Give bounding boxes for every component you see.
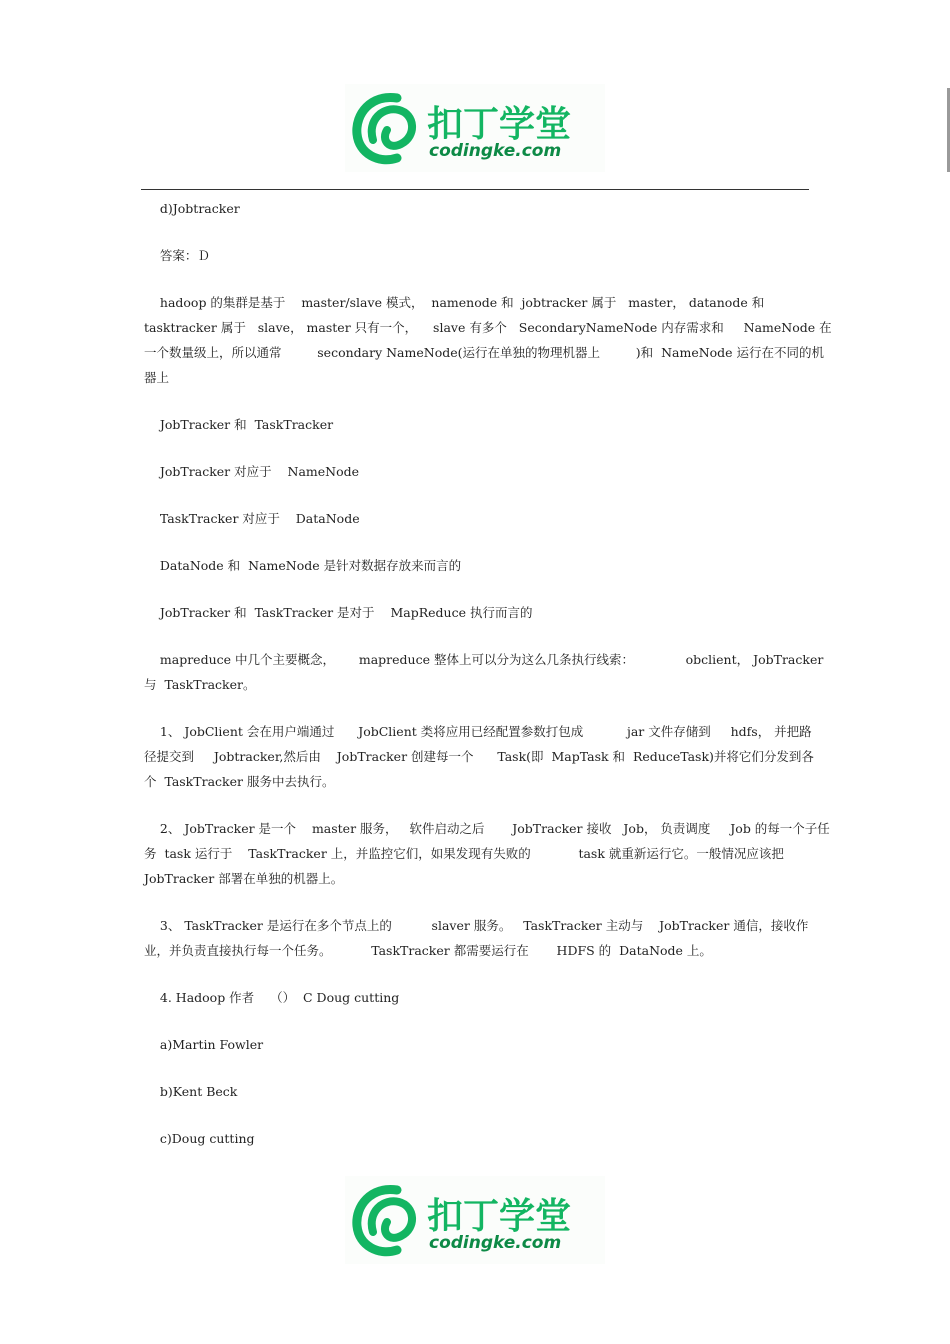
- header-rule: [141, 189, 809, 190]
- jobtracker-namenode-line: JobTracker 对应于 NameNode: [144, 464, 360, 479]
- logo-domain: codingke.com: [429, 141, 562, 161]
- question-4: 4. Hadoop 作者 （） C Doug cutting: [144, 990, 400, 1005]
- jobclient-paragraph: 1、 JobClient 会在用户端通过 JobClient 类将应用已经配置参数打包成 jar 文件存储到 hdfs， 并把路 径提交到 Jobtracker,然后由 JobTracker 创建每一个 Task(即 MapTask 和 ReduceTask)并将它们分发到各 个 TaskTracker 服务中去执行。: [144, 724, 814, 789]
- header-logo: [345, 84, 605, 172]
- jobtracker-tasktracker-line: JobTracker 和 TaskTracker: [144, 417, 334, 432]
- hadoop-cluster-paragraph: hadoop 的集群是基于 master/slave 模式， namenode 和 jobtracker 属于 master， datanode 和 tasktracker 属于 slave， master 只有一个， slave 有多个 SecondaryNameNode 内存需求和 NameNode 在 一个数量级上，所以通常 secondary NameNode(运行在单独的物理机器上 )和 NameNode 运行在不同的机 器上: [144, 295, 832, 385]
- logo-name: 扣丁学堂: [427, 1196, 572, 1237]
- logo-name: 扣丁学堂: [427, 104, 572, 145]
- logo-graphic: [345, 84, 605, 172]
- logo-domain: codingke.com: [429, 1233, 562, 1253]
- jobtracker-paragraph: 2、 JobTracker 是一个 master 服务， 软件启动之后 JobTracker 接收 Job， 负责调度 Job 的每一个子任 务 task 运行于 TaskTracker 上，并监控它们，如果发现有失败的 task 就重新运行它。一般情况应该把 JobTracker 部署在单独的机器上。: [144, 821, 830, 886]
- logo-graphic: [345, 1176, 605, 1264]
- mapreduce-concepts-paragraph: mapreduce 中几个主要概念， mapreduce 整体上可以分为这么几条执行线索： obclient， JobTracker 与 TaskTracker。: [144, 652, 824, 692]
- mapreduce-execution-line: JobTracker 和 TaskTracker 是对于 MapReduce 执行而言的: [144, 605, 533, 620]
- tasktracker-datanode-line: TaskTracker 对应于 DataNode: [144, 511, 360, 526]
- document-body: [144, 196, 832, 1151]
- answer-line: 答案：Ｄ: [144, 248, 210, 263]
- datanode-namenode-line: DataNode 和 NameNode 是针对数据存放来而言的: [144, 558, 462, 573]
- option-c: c)Doug cutting: [144, 1131, 255, 1146]
- option-d: d)Jobtracker: [144, 201, 240, 216]
- option-a: a)Martin Fowler: [144, 1037, 264, 1052]
- tasktracker-paragraph: 3、 TaskTracker 是运行在多个节点上的 slaver 服务。 TaskTracker 主动与 JobTracker 通信，接收作 业，并负责直接执行每一个任务。 TaskTracker 都需要运行在 HDFS 的 DataNode 上。: [144, 918, 809, 958]
- footer-logo: [345, 1176, 605, 1264]
- option-b: b)Kent Beck: [144, 1084, 238, 1099]
